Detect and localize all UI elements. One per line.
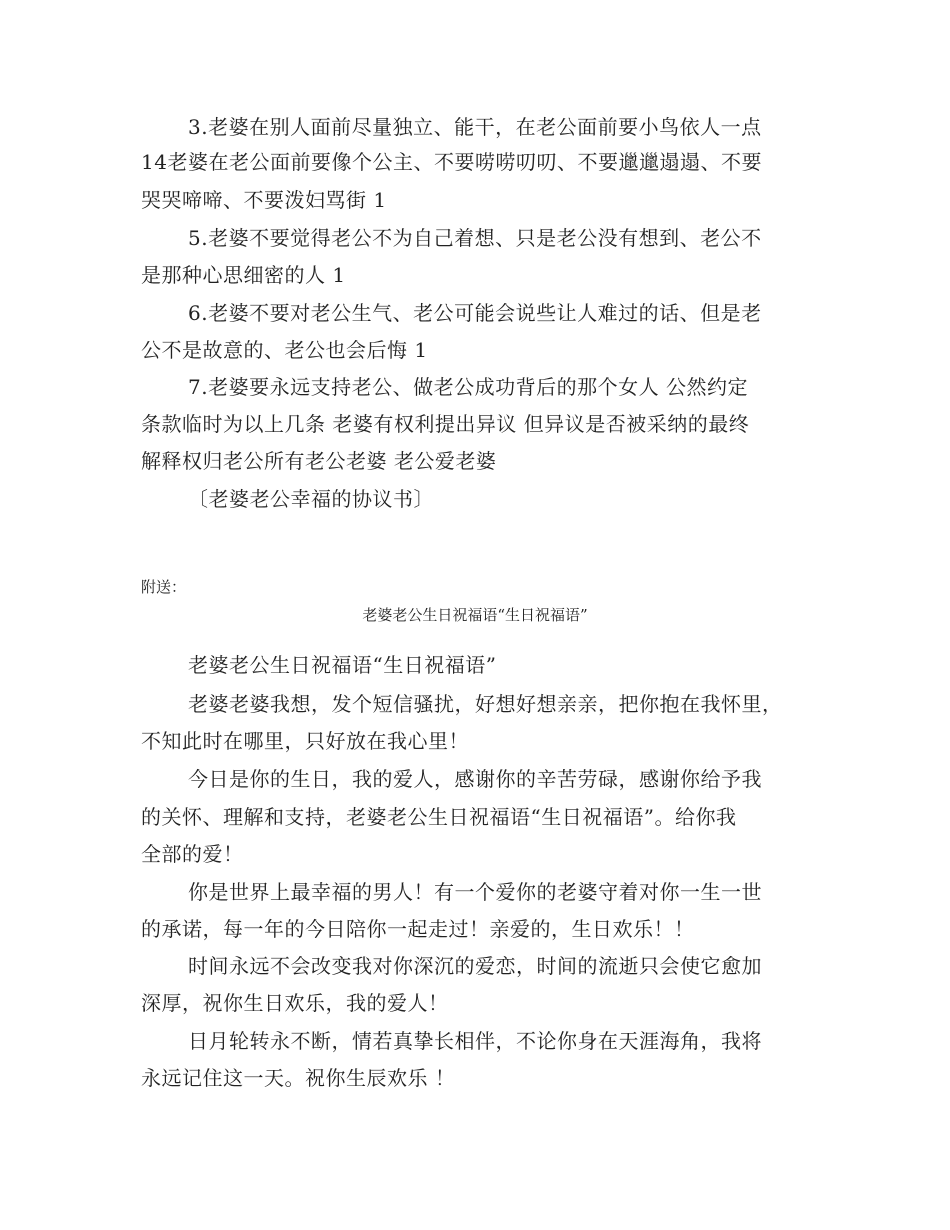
agreement-line: 是那种心思细密的人 1 [141, 263, 346, 287]
blessing-line: 日月轮转永不断，情若真挚长相伴，不论你身在天涯海角，我将 [188, 1029, 762, 1053]
blessing-line: 老婆老婆我想，发个短信骚扰，好想好想亲亲，把你抱在我怀里， [188, 692, 783, 716]
agreement-line: 条款临时为以上几条 老婆有权利提出异议 但异议是否被采纳的最终 [141, 412, 750, 436]
blessing-line: 今日是你的生日，我的爱人，感谢你的辛苦劳碌，感谢你给予我 [188, 767, 762, 791]
agreement-line: 5.老婆不要觉得老公不为自己着想、只是老公没有想到、老公不 [188, 226, 762, 250]
blessing-line: 全部的爱！ [141, 842, 244, 866]
blessing-line: 不知此时在哪里，只好放在我心里！ [141, 729, 469, 753]
agreement-line: 哭哭啼啼、不要泼妇骂街 1 [141, 188, 387, 212]
agreement-line: 14老婆在老公面前要像个公主、不要唠唠叨叨、不要邋邋遢遢、不要 [141, 150, 762, 174]
agreement-line: 6.老婆不要对老公生气、老公可能会说些让人难过的话、但是老 [188, 301, 762, 325]
appendix-label: 附送： [141, 578, 187, 596]
blessing-line: 时间永远不会改变我对你深沉的爱恋，时间的流逝只会使它愈加 [188, 954, 762, 978]
blessing-line: 你是世界上最幸福的男人！有一个爱你的老婆守着对你一生一世 [188, 880, 762, 904]
blessing-line: 的承诺，每一年的今日陪你一起走过！亲爱的，生日欢乐！！ [141, 917, 695, 941]
blessing-line: 永远记住这一天。祝你生辰欢乐 ！ [141, 1066, 456, 1090]
blessing-line: 的关怀、理解和支持，老婆老公生日祝福语“生日祝福语”。给你我 [141, 805, 737, 829]
blessing-heading: 老婆老公生日祝福语“生日祝福语” [188, 653, 497, 677]
agreement-line: 公不是故意的、老公也会后悔 1 [141, 338, 428, 362]
agreement-line: 7.老婆要永远支持老公、做老公成功背后的那个女人 公然约定 [188, 375, 748, 399]
agreement-footer: 〔老婆老公幸福的协议书〕 [188, 487, 434, 511]
appendix-title: 老婆老公生日祝福语“生日祝福语” [362, 606, 588, 624]
blessing-line: 深厚，祝你生日欢乐，我的爱人！ [141, 991, 449, 1015]
agreement-line: 解释权归老公所有老公老婆 老公爱老婆 [141, 449, 497, 473]
agreement-line: 3.老婆在别人面前尽量独立、能干，在老公面前要小鸟依人一点 [188, 115, 762, 139]
